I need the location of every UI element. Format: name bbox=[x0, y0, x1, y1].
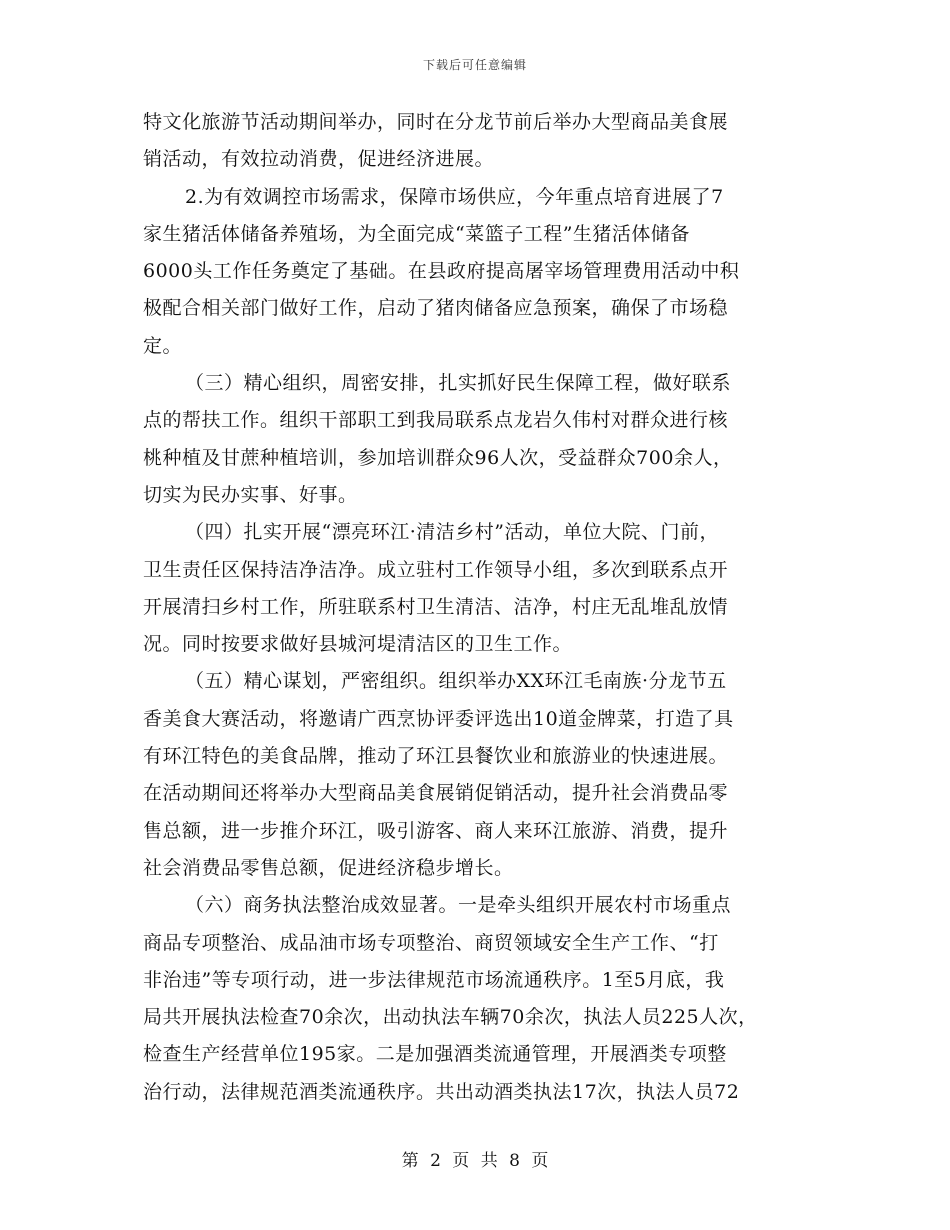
text-line: 家生猪活体储备养殖场，为全面完成“菜篮子工程”生猪活体储备 bbox=[143, 222, 690, 245]
text-line: 卫生责任区保持洁净洁净。成立驻村工作领导小组，多次到联系点开 bbox=[143, 558, 729, 581]
text-line: 销活动，有效拉动消费，促进经济进展。 bbox=[143, 148, 495, 171]
text-line: 况。同时按要求做好县城河堤清洁区的卫生工作。 bbox=[143, 633, 573, 656]
text-line: （六）商务执法整治成效显著。一是牵头组织开展农村市场重点 bbox=[185, 894, 732, 917]
text-line: 检查生产经营单位195家。二是加强酒类流通管理，开展酒类专项整 bbox=[143, 1043, 727, 1066]
page-header: 下载后可任意编辑 bbox=[422, 58, 527, 72]
text-line: 售总额，进一步推介环江，吸引游客、商人来环江旅游、消费，提升 bbox=[143, 819, 729, 842]
text-line: 商品专项整治、成品油市场专项整治、商贸领域安全生产工作、“打 bbox=[143, 931, 719, 954]
text-line: 定。 bbox=[143, 334, 183, 357]
text-line: （三）精心组织，周密安排，扎实抓好民生保障工程，做好联系 bbox=[185, 372, 732, 395]
document-body bbox=[143, 104, 813, 1111]
text-line: 特文化旅游节活动期间举办，同时在分龙节前后举办大型商品美食展 bbox=[143, 111, 729, 133]
text-line: 开展清扫乡村工作，所驻联系村卫生清洁、洁净，村庄无乱堆乱放情 bbox=[143, 595, 729, 618]
text-line: 有环江特色的美食品牌，推动了环江县餐饮业和旅游业的快速进展。 bbox=[143, 745, 729, 768]
text-line: （五）精心谋划，严密组织。组织举办XX环江毛南族·分龙节五 bbox=[185, 670, 727, 693]
text-line: 香美食大赛活动，将邀请广西烹协评委评选出10道金牌菜，打造了具 bbox=[143, 707, 734, 730]
page-footer: 第 2 页 共 8 页 bbox=[401, 1151, 549, 1171]
text-line: 治行动，法律规范酒类流通秩序。共出动酒类执法17次，执法人员72 bbox=[143, 1080, 740, 1103]
text-line: 2.为有效调控市场需求，保障市场供应，今年重点培育进展了7 bbox=[185, 185, 724, 208]
text-line: 点的帮扶工作。组织干部职工到我局联系点龙岩久伟村对群众进行核 bbox=[143, 409, 729, 432]
text-line: 桃种植及甘蔗种植培训，参加培训群众96人次，受益群众700余人， bbox=[143, 446, 733, 469]
text-line: （四）扎实开展“漂亮环江·清洁乡村”活动，单位大院、门前， bbox=[185, 521, 719, 544]
text-line: 社会消费品零售总额，促进经济稳步增长。 bbox=[143, 856, 514, 879]
text-line: 局共开展执法检查70余次，出动执法车辆70余次，执法人员225人次， bbox=[143, 1006, 758, 1029]
text-line: 切实为民办实事、好事。 bbox=[143, 483, 358, 506]
text-line: 在活动期间还将举办大型商品美食展销促销活动，提升社会消费品零 bbox=[143, 782, 729, 805]
text-line: 非治违”等专项行动，进一步法律规范市场流通秩序。1至5月底，我 bbox=[143, 968, 725, 991]
text-line: 极配合相关部门做好工作，启动了猪肉储备应急预案，确保了市场稳 bbox=[143, 297, 729, 320]
text-line: 6000头工作任务奠定了基础。在县政府提高屠宰场管理费用活动中积 bbox=[143, 260, 740, 283]
